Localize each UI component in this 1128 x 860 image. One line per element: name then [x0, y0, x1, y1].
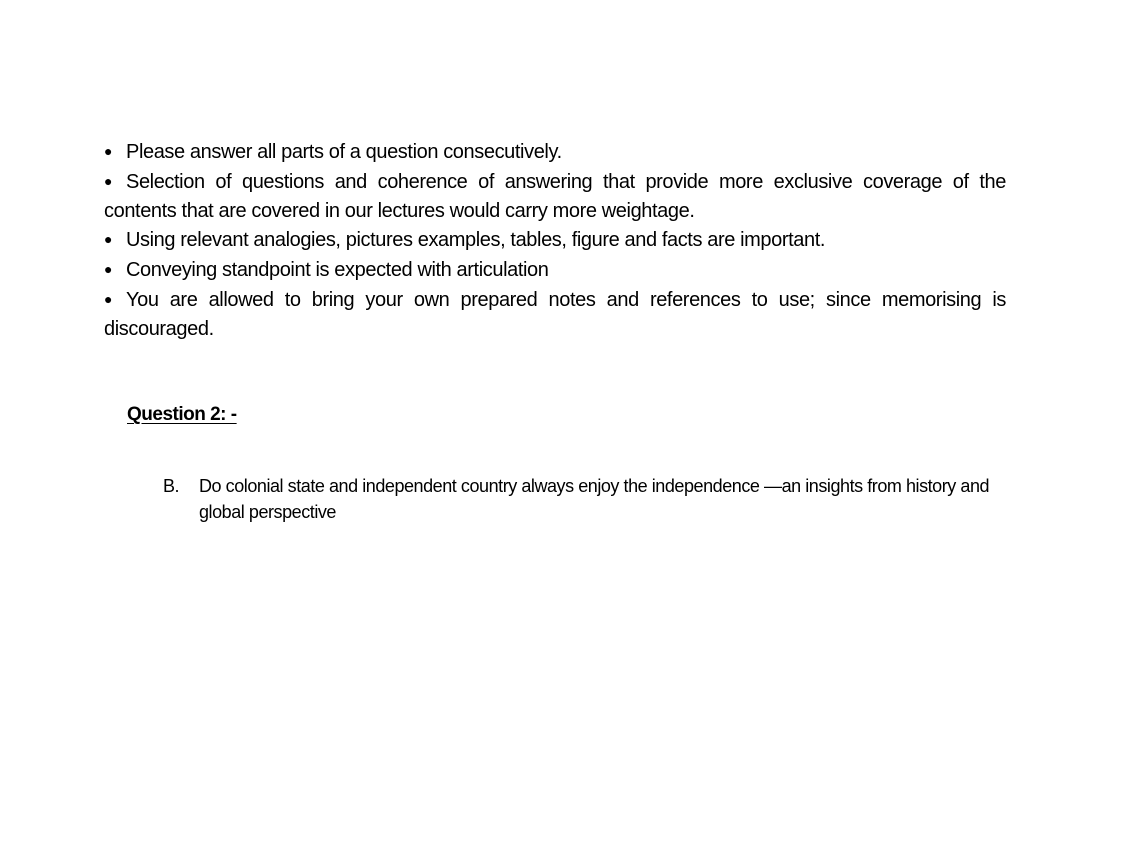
bullet-icon: ●	[104, 143, 113, 159]
question-item	[163, 473, 1008, 525]
question-item-marker: B.	[163, 476, 180, 496]
bullet-icon: ●	[104, 231, 113, 248]
instruction-text: You are allowed to bring your own prepared notes and references to use; since memorising is discouraged.	[104, 288, 1006, 340]
instruction-text: Please answer all parts of a question consecutively.	[126, 141, 562, 163]
instruction-item-5	[104, 285, 1006, 344]
instruction-text: Selection of questions and coherence of answering that provide more exclusive coverage of the contents that are covered in our lectures would carry more weightage.	[104, 170, 1006, 222]
instruction-item-4	[104, 255, 1006, 285]
instruction-item-1	[104, 137, 1006, 167]
instruction-text: Using relevant analogies, pictures examples, tables, figure and facts are important.	[126, 229, 826, 252]
bullet-icon: ●	[104, 172, 113, 189]
question-heading: Question 2: -	[127, 404, 237, 425]
instruction-item-2	[104, 167, 1006, 226]
instruction-item-3	[104, 225, 1006, 255]
bullet-icon: ●	[104, 290, 113, 307]
question-item-text: Do colonial state and independent country always enjoy the independence —an insights from history and global perspective	[199, 476, 990, 522]
instructions-list	[104, 137, 1006, 344]
bullet-icon: ●	[104, 261, 113, 278]
instruction-text: Conveying standpoint is expected with articulation	[126, 259, 549, 282]
